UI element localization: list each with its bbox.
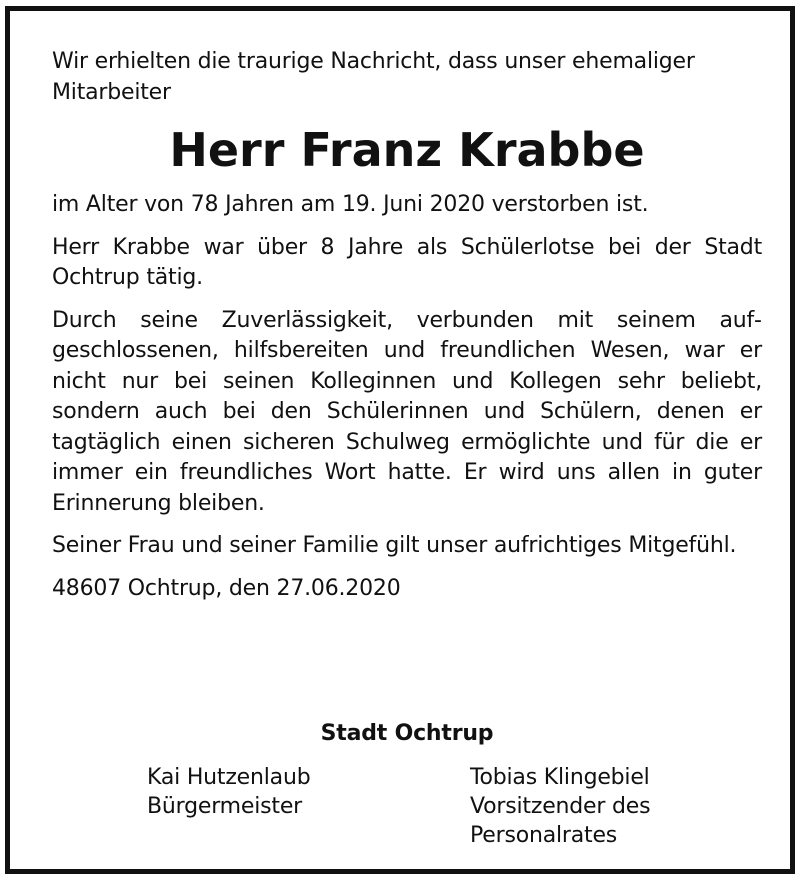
signature-left (147, 763, 310, 821)
place-date: 48607 Ochtrup, den 27.06.2020 (52, 575, 401, 601)
signer-role-line2: Personalrates (470, 823, 618, 848)
condolence-text: Seiner Frau und seiner Familie gilt unser aufrichtiges Mitgefühl. (52, 533, 737, 558)
service-text: Herr Krabbe war über 8 Jahre als Schülerlotse bei der Stadt Ochtrup tätig. (52, 234, 762, 290)
tribute-text: Durch seine Zuverlässigkeit, verbunden mit seinem aufgeschlossenen, hilfsbereiten und freundlichen Wesen, war er nicht nur bei seinen Kolleginnen und Kollegen sehr beliebt, sondern auch bei den Schülerinnen und Schülern, denen er tagtäglich einen sicheren Schulweg ermöglichte und für die er immer ein freundliches Wort hatte. Er wird uns allen in guter Erinnerung bleiben. (52, 307, 762, 516)
organization-name: Stadt Ochtrup (320, 721, 494, 746)
signature-right (470, 763, 650, 850)
signer-role-line1: Vorsitzender des (470, 794, 651, 819)
deceased-name: Herr Franz Krabbe (169, 123, 645, 177)
obituary-frame (5, 6, 795, 874)
age-date-text: im Alter von 78 Jahren am 19. Juni 2020 verstorben ist. (52, 192, 649, 217)
signer-role: Bürgermeister (147, 794, 302, 819)
signer-name: Kai Hutzenlaub (147, 765, 311, 790)
obituary-content (52, 47, 762, 848)
signer-name: Tobias Klingebiel (470, 765, 650, 790)
intro-text: Wir erhielten die traurige Nachricht, dass unser ehemaliger Mitarbeiter (52, 49, 695, 105)
